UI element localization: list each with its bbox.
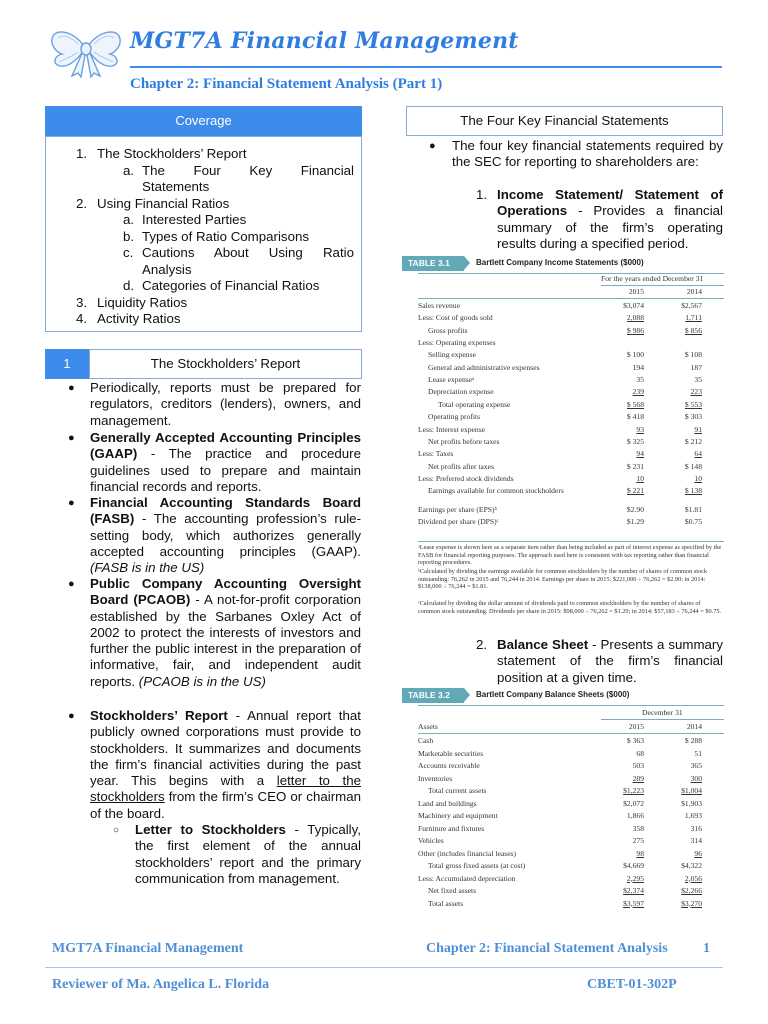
- value-current-year: $ 221: [626, 486, 644, 496]
- row-label: Less: Cost of goods sold: [418, 313, 493, 323]
- table-rule: [601, 719, 724, 720]
- value-current-year: 289: [632, 773, 644, 783]
- table-row: [402, 449, 726, 461]
- value-prior-year: 35: [694, 375, 702, 385]
- value-current-year: $4,669: [623, 861, 644, 870]
- list-number: 1.: [476, 187, 488, 202]
- value-prior-year: 2,056: [684, 873, 702, 883]
- row-label: Net fixed assets: [428, 886, 477, 895]
- table-row: [402, 811, 726, 823]
- row-label: Gross profits: [428, 325, 468, 335]
- value-current-year: 358: [632, 823, 644, 833]
- year-header: 2015: [628, 287, 644, 296]
- value-prior-year: 1,711: [685, 313, 702, 323]
- coverage-item: Analysis: [142, 261, 192, 277]
- bullet-icon: ●: [429, 140, 436, 152]
- value-current-year: $ 986: [626, 325, 644, 335]
- row-label: Other (includes financial leases): [418, 848, 517, 858]
- table-row: [402, 824, 726, 836]
- value-current-year: 239: [632, 387, 644, 397]
- value-current-year: $ 231: [626, 461, 644, 471]
- table-row: [402, 786, 726, 798]
- value-current-year: 98: [636, 848, 644, 858]
- table-row: [402, 505, 726, 517]
- value-prior-year: $ 303: [684, 412, 702, 422]
- year-header: 2015: [628, 722, 644, 731]
- row-label: Inventories: [418, 773, 453, 783]
- value-prior-year: 1,693: [684, 811, 702, 820]
- table-footnote: ᶜCalculated by dividing the dollar amount of dividends paid to common stockholders by the number of shares of common stock outstanding. Dividends per share in 2015: $98,000 ÷ 76,262 = $1.29; in 2014: $57,183 ÷ 76,244 = $0.75.: [418, 600, 722, 615]
- value-prior-year: $ 148: [684, 461, 702, 471]
- value-prior-year: $0.75: [684, 516, 702, 526]
- table-row: [402, 437, 726, 449]
- row-label: Net profits after taxes: [428, 461, 494, 471]
- coverage-marker: a.: [123, 162, 135, 178]
- four-statements-heading: The Four Key Financial Statements: [406, 106, 723, 136]
- table-row: [402, 425, 726, 437]
- value-current-year: $ 568: [626, 399, 644, 409]
- coverage-marker: b.: [123, 228, 135, 244]
- table-row: [402, 517, 726, 529]
- row-label: Sales revenue: [418, 301, 460, 310]
- row-label: Marketable securities: [418, 748, 484, 758]
- table-row: [402, 874, 726, 886]
- value-prior-year: 96: [694, 848, 702, 858]
- table-label: TABLE 3.1: [402, 256, 464, 271]
- footer-chapter: Chapter 2: Financial Statement Analysis: [426, 941, 668, 956]
- coverage-list: [45, 136, 362, 332]
- period-label: December 31: [642, 708, 683, 717]
- coverage-marker: 2.: [76, 195, 88, 211]
- table-row: [402, 861, 726, 873]
- value-prior-year: $ 288: [684, 736, 702, 745]
- table-row: [402, 412, 726, 424]
- coverage-item: Interested Parties: [142, 212, 247, 227]
- coverage-item: Statements: [142, 179, 210, 194]
- value-current-year: 68: [636, 748, 644, 758]
- paragraph-four-statements: The four key financial statements required by the SEC for reporting to shareholders are:: [452, 138, 723, 170]
- row-label: Net profits before taxes: [428, 436, 500, 446]
- value-prior-year: $2,266: [681, 886, 702, 895]
- list-number: 2.: [476, 637, 488, 652]
- row-label: Machinery and equipment: [418, 811, 498, 820]
- paragraph-pcaob: Public Company Accounting Oversight Board (PCAOB) - A not-for-profit corporation established by the Sarbanes Oxley Act of 2002 to protect the interests of investors and further the public interest in the preparation of informative, fair, and independent audit reports. (PCAOB is in the US): [90, 576, 361, 689]
- coverage-heading: Coverage: [45, 106, 362, 136]
- table-label-arrow: [464, 256, 470, 270]
- value-current-year: 503: [632, 761, 644, 770]
- paragraph-income-statement: Income Statement/ Statement of Operations - Provides a financial summary of the firm’s operating results during a specified period.: [497, 187, 723, 251]
- row-label: Less: Preferred stock dividends: [418, 473, 514, 483]
- table-row: [402, 886, 726, 898]
- value-prior-year: 365: [690, 761, 702, 770]
- hollow-bullet-icon: ○: [113, 825, 120, 836]
- table-row: [402, 899, 726, 911]
- coverage-item: Liquidity Ratios: [97, 294, 188, 310]
- table-row: [402, 849, 726, 861]
- coverage-marker: 1.: [76, 146, 88, 161]
- bullet-icon: ●: [68, 382, 75, 394]
- value-current-year: 35: [636, 375, 644, 385]
- income-statement-table: [402, 256, 726, 638]
- table-rule: [418, 298, 724, 299]
- table-rule: [418, 705, 724, 706]
- document-title: MGT7A Financial Management: [130, 28, 519, 54]
- table-row: [402, 774, 726, 786]
- coverage-item: Cautions About Using Ratio: [142, 245, 354, 260]
- value-prior-year: $ 108: [684, 350, 702, 360]
- value-prior-year: 10: [694, 473, 702, 483]
- balance-sheet-table: [402, 688, 726, 923]
- value-prior-year: $ 553: [684, 399, 702, 409]
- value-prior-year: $4,322: [681, 861, 702, 870]
- coverage-item: Categories of Financial Ratios: [142, 278, 320, 293]
- paragraph-balance-sheet: Balance Sheet - Presents a summary statement of the firm’s financial position at a given time.: [497, 637, 724, 685]
- bullet-icon: ●: [68, 578, 75, 590]
- coverage-marker: d.: [123, 278, 135, 293]
- value-prior-year: 64: [694, 449, 702, 459]
- table-row: [402, 736, 726, 748]
- table-row: [402, 301, 726, 313]
- chapter-subtitle: Chapter 2: Financial Statement Analysis (Part 1): [130, 76, 443, 92]
- coverage-item: The Stockholders’ Report: [97, 146, 247, 161]
- value-prior-year: $1.81: [684, 504, 702, 514]
- paragraph-fasb: Financial Accounting Standards Board (FASB) - The accounting profession’s rule-setting body, which authorizes generally accepted accounting principles (GAAP). (FASB is in the US): [90, 495, 361, 576]
- year-header: 2014: [686, 287, 702, 296]
- footer-divider: [45, 967, 723, 968]
- value-prior-year: $ 856: [684, 325, 702, 335]
- value-current-year: $ 363: [626, 736, 644, 745]
- row-label: Less: Interest expense: [418, 424, 486, 434]
- value-current-year: $ 100: [626, 350, 644, 360]
- table-row: [402, 313, 726, 325]
- year-header: 2014: [686, 722, 702, 731]
- paragraph-reports: Periodically, reports must be prepared for regulators, creditors (lenders), owners, and management.: [90, 380, 361, 428]
- table-row: [402, 749, 726, 761]
- value-prior-year: 300: [690, 773, 702, 783]
- footer-author: Reviewer of Ma. Angelica L. Florida: [52, 977, 270, 992]
- row-label: Land and buildings: [418, 798, 477, 808]
- table-row: [402, 474, 726, 486]
- table-rule: [601, 285, 724, 286]
- row-label: Less: Accumulated depreciation: [418, 873, 516, 883]
- table-row: [402, 799, 726, 811]
- value-prior-year: 91: [694, 424, 702, 434]
- coverage-marker: 3.: [76, 294, 88, 310]
- row-label: Earnings available for common stockholders: [428, 486, 564, 496]
- value-current-year: 2,088: [626, 313, 644, 323]
- value-current-year: 275: [632, 836, 644, 845]
- table-row: [402, 326, 726, 338]
- table-rule: [418, 541, 724, 542]
- value-prior-year: $1,903: [681, 798, 702, 808]
- paragraph-gaap: Generally Accepted Accounting Principles (GAAP) - The practice and procedure guidelines used to prepare and maintain financial records and reports.: [90, 430, 361, 494]
- value-current-year: 93: [636, 424, 644, 434]
- row-label: Dividend per share (DPS)ᶜ: [418, 516, 499, 526]
- value-prior-year: $ 138: [684, 486, 702, 496]
- value-prior-year: $ 212: [684, 436, 702, 446]
- value-current-year: 194: [632, 362, 644, 372]
- table-row: [402, 761, 726, 773]
- table-row: [402, 363, 726, 375]
- value-current-year: 2,295: [626, 873, 644, 883]
- value-current-year: $2.90: [626, 504, 644, 514]
- value-prior-year: 223: [690, 387, 702, 397]
- row-label: Cash: [418, 736, 434, 745]
- row-label: Selling expense: [428, 350, 476, 360]
- value-prior-year: 314: [690, 836, 702, 845]
- value-prior-year: $1,004: [681, 786, 702, 795]
- row-label: Lease expenseᵃ: [428, 375, 475, 385]
- assets-header: Assets: [418, 722, 438, 731]
- period-label: For the years ended December 31: [601, 274, 704, 283]
- value-current-year: $2,072: [623, 798, 644, 808]
- coverage-item: The Four Key Financial: [142, 162, 354, 178]
- page-number: 1: [703, 941, 710, 956]
- bullet-icon: ●: [68, 710, 75, 722]
- row-label: Operating profits: [428, 412, 481, 422]
- ribbon-bow-icon: [48, 26, 124, 78]
- paragraph-stockholders-report: Stockholders’ Report - Annual report that publicly owned corporations must provide to stockholders. It summarizes and documents the firm’s financial activities during the past year. This begins with a letter to the stockholders from the firm’s CEO or chairman of the board.: [90, 708, 361, 821]
- value-prior-year: 51: [694, 748, 702, 758]
- footer-course: MGT7A Financial Management: [52, 941, 244, 956]
- table-rule: [418, 733, 724, 734]
- value-current-year: $ 418: [626, 412, 644, 422]
- section-title: The Stockholders’ Report: [89, 349, 362, 379]
- coverage-marker: c.: [123, 245, 134, 260]
- value-prior-year: $2,567: [681, 301, 702, 310]
- table-footnote: ᵃLease expense is shown here as a separate item rather than being included as part of interest expense as specified by the FASB for financial reporting purposes. The approach used here is consistent with tax reporting rather than financial reporting procedures.: [418, 544, 722, 567]
- value-prior-year: 316: [690, 823, 702, 833]
- row-label: Total current assets: [428, 786, 487, 795]
- value-current-year: $3,074: [623, 301, 644, 310]
- letter-to-stockholders-text: letter to the stockholders: [90, 773, 361, 805]
- table-row: [402, 486, 726, 498]
- table-title: Bartlett Company Balance Sheets ($000): [476, 690, 630, 699]
- coverage-item: Using Financial Ratios: [97, 195, 230, 211]
- table-row: [402, 338, 726, 350]
- value-current-year: 1,866: [626, 811, 644, 820]
- value-current-year: $1.29: [626, 516, 644, 526]
- row-label: Total assets: [428, 898, 464, 908]
- table-title: Bartlett Company Income Statements ($000): [476, 258, 644, 267]
- table-footnote: ᵇCalculated by dividing the earnings available for common stockholders by the number of shares of common stock outstanding: 76,262 in 2015 and 76,244 in 2014. Earnings per share in 2015: $221,000 ÷ 76,262 = $2.90; in 2014: $138,000 ÷ 76,244 = $1.81.: [418, 568, 708, 591]
- row-label: Less: Operating expenses: [418, 338, 496, 348]
- table-row: [402, 836, 726, 848]
- title-divider: [130, 66, 722, 68]
- row-label: Total operating expense: [438, 399, 511, 409]
- value-prior-year: $3,270: [681, 898, 702, 908]
- bullet-icon: ●: [68, 497, 75, 509]
- row-label: General and administrative expenses: [428, 362, 540, 372]
- table-row: [402, 462, 726, 474]
- row-label: Accounts receivable: [418, 761, 480, 770]
- table-row: [402, 375, 726, 387]
- paragraph-letter-to-stockholders: Letter to Stockholders - Typically, the first element of the annual stockholders’ report and the primary communication from management.: [135, 822, 361, 886]
- bullet-icon: ●: [68, 432, 75, 444]
- table-label-arrow: [464, 688, 470, 702]
- footer-section-code: CBET-01-302P: [587, 977, 677, 992]
- row-label: Total gross fixed assets (at cost): [428, 861, 526, 870]
- row-label: Depreciation expense: [428, 387, 494, 397]
- section-number: 1: [45, 349, 89, 379]
- table-row: [402, 350, 726, 362]
- row-label: Vehicles: [418, 836, 444, 845]
- row-label: Less: Taxes: [418, 449, 454, 459]
- value-current-year: $3,597: [623, 898, 644, 908]
- value-current-year: $2,374: [623, 886, 644, 895]
- row-label: Furniture and fixtures: [418, 823, 485, 833]
- row-label: Earnings per share (EPS)ᵇ: [418, 504, 497, 514]
- coverage-item: Types of Ratio Comparisons: [142, 228, 310, 244]
- value-prior-year: 187: [690, 362, 702, 372]
- coverage-item: Activity Ratios: [97, 311, 181, 326]
- table-label: TABLE 3.2: [402, 688, 464, 703]
- coverage-marker: 4.: [76, 311, 88, 326]
- value-current-year: $ 325: [626, 436, 644, 446]
- value-current-year: 94: [636, 449, 644, 459]
- table-row: [402, 387, 726, 399]
- value-current-year: 10: [636, 473, 644, 483]
- coverage-marker: a.: [123, 212, 135, 227]
- table-row: [402, 400, 726, 412]
- value-current-year: $1,223: [623, 786, 644, 795]
